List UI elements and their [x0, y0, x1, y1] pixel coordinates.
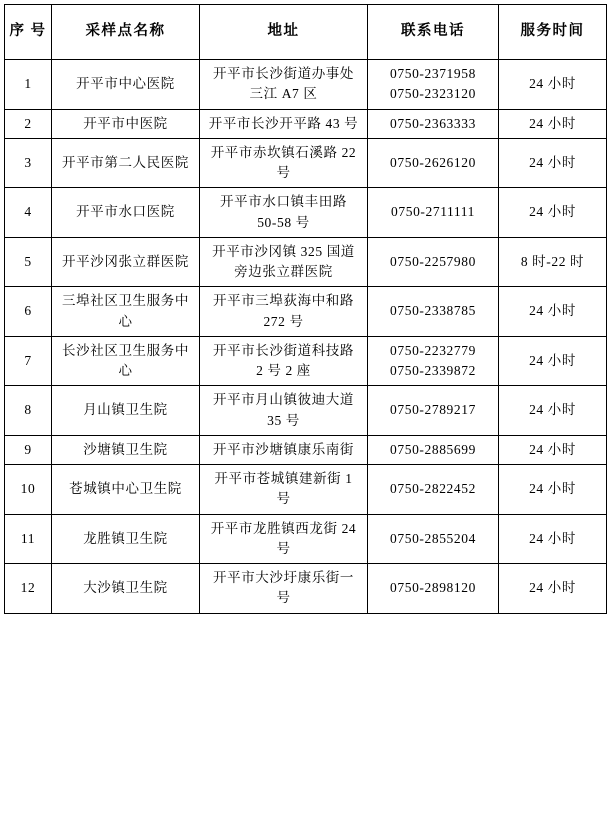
cell-address: 开平市赤坎镇石溪路 22 号: [200, 138, 368, 188]
cell-index: 10: [5, 465, 52, 515]
cell-phone: 0750-2371958 0750-2323120: [368, 60, 499, 110]
cell-index: 3: [5, 138, 52, 188]
column-header-phone: 联系电话: [368, 5, 499, 60]
cell-index: 5: [5, 237, 52, 287]
cell-index: 1: [5, 60, 52, 110]
table-row: [5, 60, 607, 110]
cell-name: 开平市水口医院: [52, 188, 200, 238]
cell-index: 7: [5, 336, 52, 386]
table-row: [5, 386, 607, 436]
cell-index: 4: [5, 188, 52, 238]
cell-hours: 24 小时: [499, 564, 607, 614]
cell-hours: 24 小时: [499, 188, 607, 238]
cell-phone: 0750-2885699: [368, 435, 499, 464]
cell-address: 开平市长沙开平路 43 号: [200, 109, 368, 138]
cell-hours: 24 小时: [499, 386, 607, 436]
cell-hours: 24 小时: [499, 138, 607, 188]
table-row: [5, 188, 607, 238]
cell-index: 11: [5, 514, 52, 564]
table-row: [5, 336, 607, 386]
cell-phone: 0750-2711111: [368, 188, 499, 238]
table-row: [5, 435, 607, 464]
cell-phone: 0750-2898120: [368, 564, 499, 614]
cell-index: 2: [5, 109, 52, 138]
cell-name: 沙塘镇卫生院: [52, 435, 200, 464]
table-row: [5, 237, 607, 287]
column-header-address: 地址: [200, 5, 368, 60]
table-row: [5, 514, 607, 564]
cell-phone: 0750-2789217: [368, 386, 499, 436]
cell-phone: 0750-2363333: [368, 109, 499, 138]
cell-hours: 8 时-22 时: [499, 237, 607, 287]
table-header: [5, 5, 607, 60]
cell-name: 月山镇卫生院: [52, 386, 200, 436]
cell-phone: 0750-2338785: [368, 287, 499, 337]
cell-phone: 0750-2855204: [368, 514, 499, 564]
table-body: [5, 60, 607, 614]
table-row: [5, 138, 607, 188]
cell-name: 三埠社区卫生服务中 心: [52, 287, 200, 337]
cell-phone: 0750-2232779 0750-2339872: [368, 336, 499, 386]
table-row: [5, 287, 607, 337]
cell-hours: 24 小时: [499, 514, 607, 564]
cell-hours: 24 小时: [499, 287, 607, 337]
cell-phone: 0750-2822452: [368, 465, 499, 515]
cell-hours: 24 小时: [499, 336, 607, 386]
cell-address: 开平市苍城镇建新街 1 号: [200, 465, 368, 515]
sampling-points-table: [4, 4, 607, 614]
cell-name: 龙胜镇卫生院: [52, 514, 200, 564]
column-header-name: 采样点名称: [52, 5, 200, 60]
table-row: [5, 465, 607, 515]
cell-index: 6: [5, 287, 52, 337]
cell-address: 开平市龙胜镇西龙街 24 号: [200, 514, 368, 564]
cell-name: 开平市第二人民医院: [52, 138, 200, 188]
table-header-row: [5, 5, 607, 60]
cell-index: 8: [5, 386, 52, 436]
cell-name: 开平沙冈张立群医院: [52, 237, 200, 287]
cell-hours: 24 小时: [499, 60, 607, 110]
cell-hours: 24 小时: [499, 465, 607, 515]
cell-name: 大沙镇卫生院: [52, 564, 200, 614]
cell-address: 开平市沙冈镇 325 国道 旁边张立群医院: [200, 237, 368, 287]
cell-name: 长沙社区卫生服务中 心: [52, 336, 200, 386]
cell-hours: 24 小时: [499, 435, 607, 464]
cell-name: 开平市中心医院: [52, 60, 200, 110]
cell-name: 苍城镇中心卫生院: [52, 465, 200, 515]
cell-address: 开平市长沙街道办事处 三江 A7 区: [200, 60, 368, 110]
cell-phone: 0750-2626120: [368, 138, 499, 188]
cell-phone: 0750-2257980: [368, 237, 499, 287]
cell-index: 12: [5, 564, 52, 614]
cell-address: 开平市月山镇彼迪大道 35 号: [200, 386, 368, 436]
cell-address: 开平市长沙街道科技路 2 号 2 座: [200, 336, 368, 386]
cell-hours: 24 小时: [499, 109, 607, 138]
cell-address: 开平市三埠荻海中和路 272 号: [200, 287, 368, 337]
table-row: [5, 109, 607, 138]
cell-index: 9: [5, 435, 52, 464]
cell-address: 开平市水口镇丰田路 50-58 号: [200, 188, 368, 238]
column-header-index: 序 号: [5, 5, 52, 60]
cell-address: 开平市沙塘镇康乐南街: [200, 435, 368, 464]
column-header-hours: 服务时间: [499, 5, 607, 60]
table-row: [5, 564, 607, 614]
cell-address: 开平市大沙圩康乐街一 号: [200, 564, 368, 614]
cell-name: 开平市中医院: [52, 109, 200, 138]
